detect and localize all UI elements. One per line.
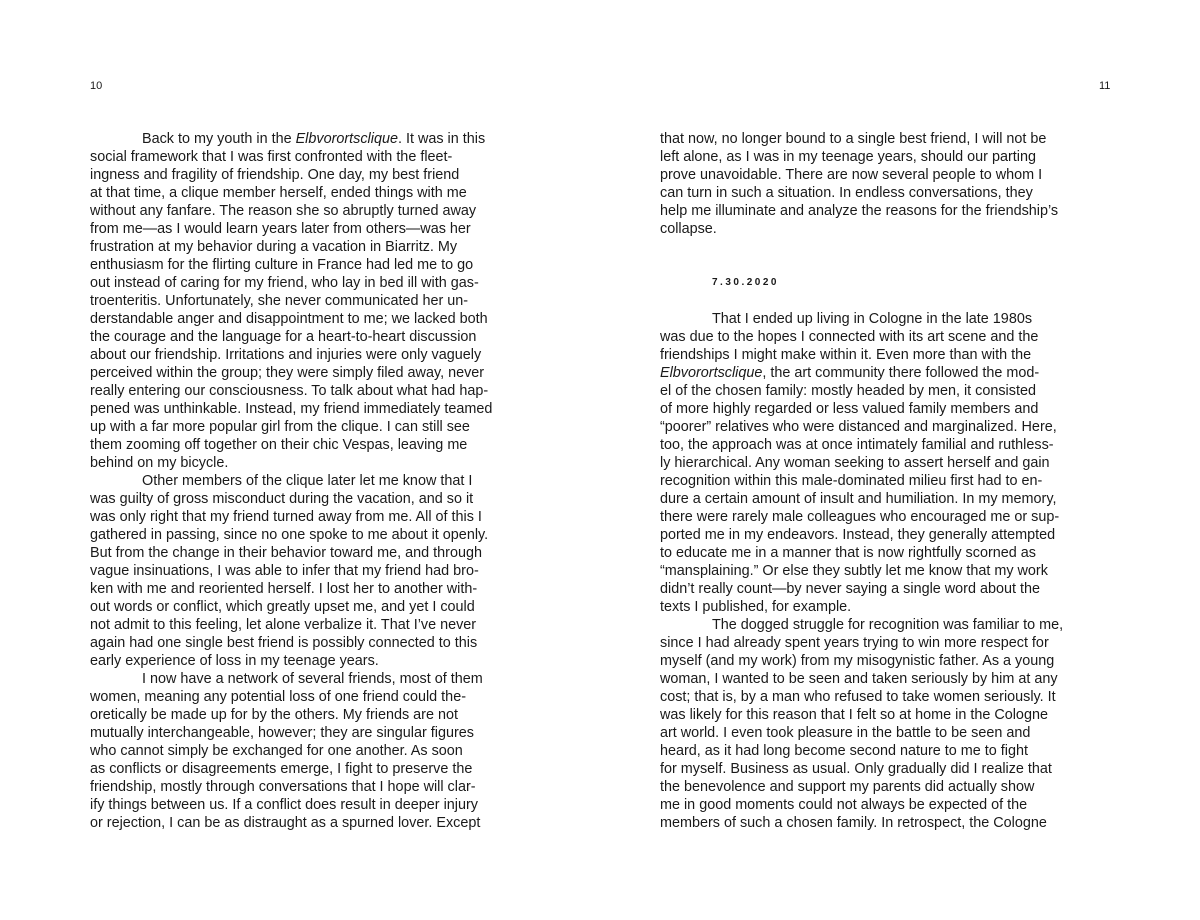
- text-line: collapse.: [660, 221, 717, 237]
- italic-title: Elbvorortsclique: [295, 131, 398, 147]
- text-line: “poorer” relatives who were distanced and marginalized. Here,: [660, 419, 1057, 435]
- text-line: to educate me in a manner that is now rightfully scorned as: [660, 545, 1036, 561]
- text-line: ify things between us. If a conflict does result in deeper injury: [90, 797, 478, 813]
- text-line: again had one single best friend is possibly connected to this: [90, 635, 478, 651]
- text-line: recognition within this male-dominated milieu first had to en-: [660, 473, 1043, 489]
- text-line: help me illuminate and analyze the reasons for the friendship’s: [660, 203, 1059, 219]
- text-line: friendship, mostly through conversations that I hope will clar-: [90, 779, 476, 795]
- text-line: out instead of caring for my friend, who lay in bed ill with gas-: [90, 275, 479, 291]
- text-line: me in good moments could not always be expected of the: [660, 797, 1028, 813]
- text-line: about our friendship. Irritations and injuries were only vaguely: [90, 347, 482, 363]
- text-line: at that time, a clique member herself, ended things with me: [90, 185, 467, 201]
- text-line: [90, 130, 560, 148]
- text-line: gathered in passing, since no one spoke to me about it openly.: [90, 527, 489, 543]
- text-line: since I had already spent years trying to win more respect for: [660, 635, 1049, 651]
- text-line: frustration at my behavior during a vacation in Biarritz. My: [90, 239, 458, 255]
- page-number-left: 10: [90, 80, 103, 92]
- text-line: was due to the hopes I connected with its art scene and the: [660, 329, 1039, 345]
- text-segment: . It was in this: [397, 131, 486, 147]
- text-line: perceived within the group; they were simply filed away, never: [90, 365, 485, 381]
- text-line: of more highly regarded or less valued family members and: [660, 401, 1039, 417]
- text-line: for myself. Business as usual. Only gradually did I realize that: [660, 761, 1052, 777]
- text-line: the courage and the language for a heart-to-heart discussion: [90, 329, 477, 345]
- text-line: myself (and my work) from my misogynistic father. As a young: [660, 653, 1055, 669]
- page-number-right: 11: [1099, 80, 1111, 92]
- text-line: That I ended up living in Cologne in the late 1980s: [712, 311, 1033, 327]
- text-line: early experience of loss in my teenage years.: [90, 653, 379, 669]
- text-line: ingness and fragility of friendship. One day, my best friend: [90, 167, 460, 183]
- left-page-body: [90, 130, 560, 832]
- text-line: there were rarely male colleagues who encouraged me or sup-: [660, 509, 1060, 525]
- text-line: mutually interchangeable, however; they are singular figures: [90, 725, 474, 741]
- text-line: Other members of the clique later let me know that I: [142, 473, 473, 489]
- text-line: But from the change in their behavior toward me, and through: [90, 545, 482, 561]
- paragraph: [90, 130, 560, 472]
- text-line: who cannot simply be exchanged for one another. As soon: [90, 743, 463, 759]
- text-line: that now, no longer bound to a single best friend, I will not be: [660, 131, 1047, 147]
- paragraph: [660, 310, 1130, 616]
- text-line: too, the approach was at once intimately familial and ruthless-: [660, 437, 1054, 453]
- text-line: enthusiasm for the flirting culture in France had led me to go: [90, 257, 474, 273]
- continued-paragraph: [660, 130, 1130, 238]
- text-line: was likely for this reason that I felt so at home in the Cologne: [660, 707, 1048, 723]
- text-line: can turn in such a situation. In endless conversations, they: [660, 185, 1033, 201]
- text-line: cost; that is, by a man who refused to take women seriously. It: [660, 689, 1056, 705]
- text-line: art world. I even took pleasure in the battle to be seen and: [660, 725, 1031, 741]
- text-line: behind on my bicycle.: [90, 455, 229, 471]
- text-line: left alone, as I was in my teenage years, should our parting: [660, 149, 1036, 165]
- paragraph: [90, 472, 560, 670]
- text-line: derstandable anger and disappointment to me; we lacked both: [90, 311, 488, 327]
- text-line: “mansplaining.” Or else they subtly let me know that my work: [660, 563, 1048, 579]
- text-line: them zooming off together on their chic Vespas, leaving me: [90, 437, 468, 453]
- right-page-body: [660, 130, 1130, 832]
- text-line: heard, as it had long become second nature to me to fight: [660, 743, 1028, 759]
- text-line: woman, I wanted to be seen and taken seriously by him at any: [660, 671, 1058, 687]
- text-line: as conflicts or disagreements emerge, I fight to preserve the: [90, 761, 473, 777]
- text-line: not admit to this feeling, let alone verbalize it. That I’ve never: [90, 617, 477, 633]
- text-line: ken with me and reoriented herself. I lost her to another with-: [90, 581, 478, 597]
- text-line: social framework that I was first confronted with the fleet-: [90, 149, 453, 165]
- text-line: the benevolence and support my parents did actually show: [660, 779, 1035, 795]
- paragraph: [660, 616, 1130, 832]
- text-line: vague insinuations, I was able to infer that my friend had bro-: [90, 563, 479, 579]
- text-line: The dogged struggle for recognition was familiar to me,: [712, 617, 1064, 633]
- text-line: [660, 364, 1130, 382]
- date-heading: 7.30.2020: [712, 277, 779, 288]
- text-line: members of such a chosen family. In retrospect, the Cologne: [660, 815, 1047, 831]
- text-line: didn’t really count—by never saying a single word about the: [660, 581, 1040, 597]
- text-line: without any fanfare. The reason she so abruptly turned away: [90, 203, 477, 219]
- text-line: oretically be made up for by the others. My friends are not: [90, 707, 458, 723]
- italic-title: Elbvorortsclique: [660, 365, 763, 381]
- text-line: was guilty of gross misconduct during the vacation, and so it: [90, 491, 474, 507]
- text-segment: Back to my youth in the: [142, 131, 296, 147]
- text-line: was only right that my friend turned away from me. All of this I: [90, 509, 482, 525]
- text-line: up with a far more popular girl from the clique. I can still see: [90, 419, 470, 435]
- text-line: dure a certain amount of insult and humiliation. In my memory,: [660, 491, 1057, 507]
- text-line: really entering our consciousness. To talk about what had hap-: [90, 383, 489, 399]
- text-line: texts I published, for example.: [660, 599, 852, 615]
- text-line: ly hierarchical. Any woman seeking to assert herself and gain: [660, 455, 1050, 471]
- text-line: el of the chosen family: mostly headed by men, it consisted: [660, 383, 1036, 399]
- text-line: troenteritis. Unfortunately, she never communicated her un-: [90, 293, 469, 309]
- text-line: out words or conflict, which greatly upset me, and yet I could: [90, 599, 475, 615]
- text-line: women, meaning any potential loss of one friend could the-: [90, 689, 466, 705]
- text-line: friendships I might make within it. Even more than with the: [660, 347, 1032, 363]
- text-line: or rejection, I can be as distraught as a spurned lover. Except: [90, 815, 481, 831]
- text-line: prove unavoidable. There are now several people to whom I: [660, 167, 1043, 183]
- text-line: ported me in my endeavors. Instead, they generally attempted: [660, 527, 1056, 543]
- paragraph: [90, 670, 560, 832]
- text-line: pened was unthinkable. Instead, my friend immediately teamed: [90, 401, 493, 417]
- text-segment: , the art community there followed the mod-: [762, 365, 1040, 381]
- text-line: from me—as I would learn years later from others—was her: [90, 221, 471, 237]
- text-line: I now have a network of several friends, most of them: [142, 671, 483, 687]
